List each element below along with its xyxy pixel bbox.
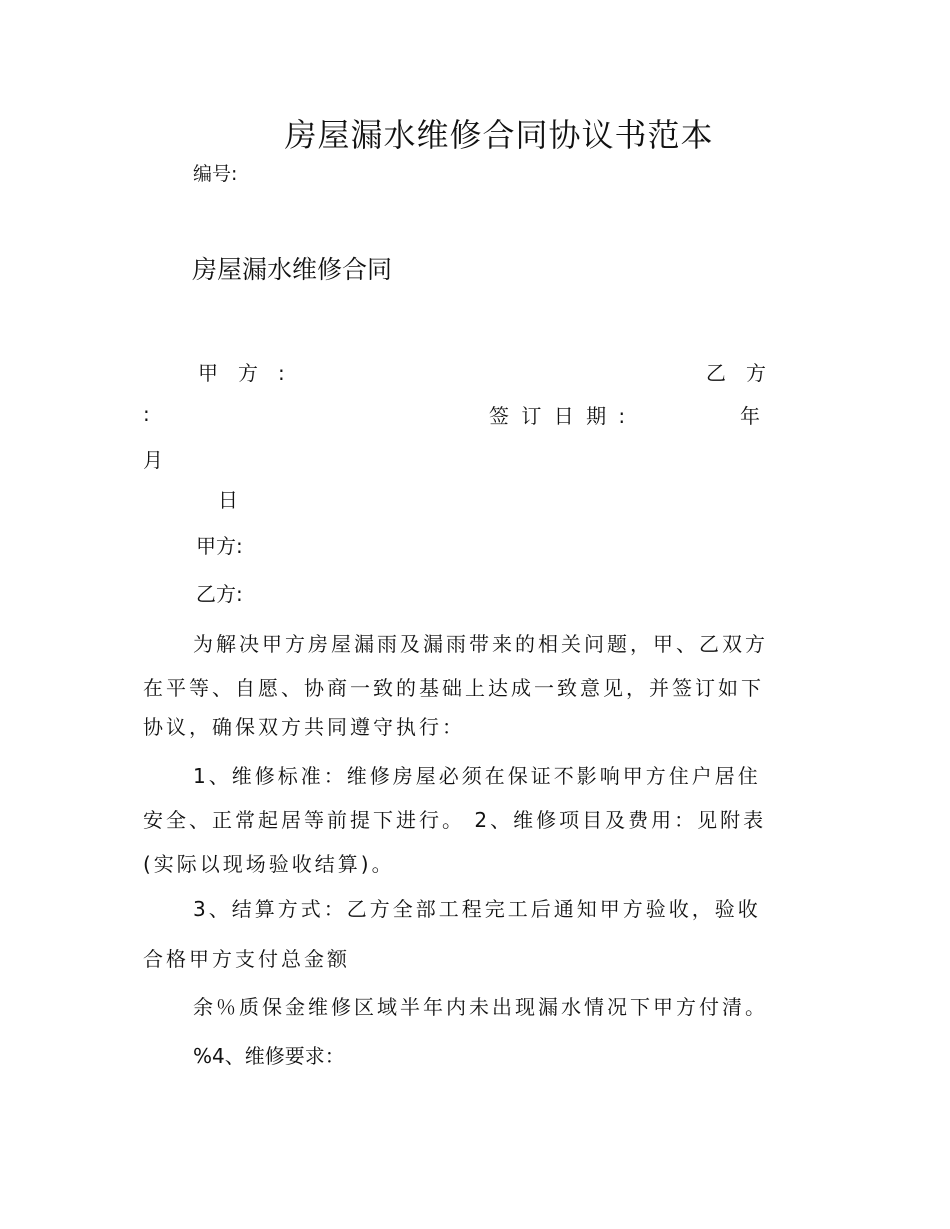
year-label: 年 (740, 404, 760, 428)
party-a-line: 甲方: (196, 534, 243, 558)
party-a-header: 甲 方 : (198, 361, 285, 385)
intro-line-3: 协议，确保双方共同遵守执行： (143, 715, 465, 739)
contract-subtitle: 房屋漏水维修合同 (192, 255, 393, 284)
day-label: 日 (218, 488, 238, 512)
serial-number-label: 编号: (193, 163, 238, 185)
clause-3-line-1: 3、结算方式：乙方全部工程完工后通知甲方验收，验收 (193, 897, 761, 921)
clause-1-line-3: (实际以现场验收结算)。 (143, 852, 395, 876)
intro-line-2: 在平等、自愿、协商一致的基础上达成一致意见，并签订如下 (143, 676, 764, 700)
party-b-colon: : (143, 402, 150, 426)
clause-4-heading: %4、维修要求： (193, 1044, 345, 1068)
clause-3-line-2: 合格甲方支付总金额 (143, 947, 350, 971)
party-b-header: 乙 方 (706, 361, 766, 385)
retention-line: 余％质保金维修区域半年内未出现漏水情况下甲方付清。 (193, 995, 768, 1019)
clause-1-line-1: 1、维修标准：维修房屋必须在保证不影响甲方住户居住 (193, 764, 761, 788)
document-title: 房屋漏水维修合同协议书范本 (284, 116, 714, 154)
sign-date-label: 签 订 日 期 : (489, 404, 629, 428)
party-b-line: 乙方: (196, 582, 243, 606)
month-label: 月 (143, 448, 163, 472)
intro-line-1: 为解决甲方房屋漏雨及漏雨带来的相关问题，甲、乙双方 (193, 632, 768, 656)
clause-1-line-2: 安全、正常起居等前提下进行。 2、维修项目及费用：见附表 (143, 808, 767, 832)
